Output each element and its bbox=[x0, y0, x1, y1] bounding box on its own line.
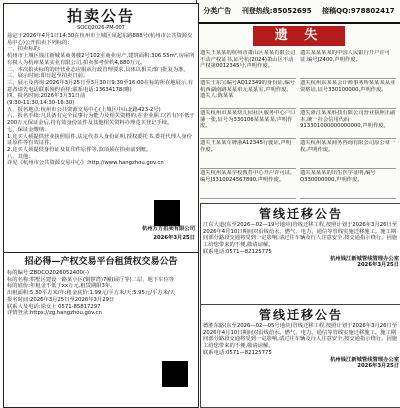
rental-body bbox=[7, 277, 195, 317]
auction-paragraph: 五、报名地点:杭州市公共资源交易中心(上城区中山北路423-2号) bbox=[7, 106, 161, 113]
lost-item: 遗失杭州某某学校教育中心开户许可证,编号J3310024567890,声明作废。 bbox=[200, 170, 296, 199]
auction-notice bbox=[3, 3, 199, 255]
left-column bbox=[0, 0, 197, 406]
pipeline-date-1: 2026年3月25日 bbox=[357, 262, 399, 269]
auction-paragraph: 详见《杭州市公共资源交易中心》:http://www.hangzhou.gov.cn bbox=[7, 160, 164, 167]
auction-paragraph: 三、展示时间:即日起至拍卖日前。 bbox=[7, 73, 89, 80]
auction-paragraph: 兹定于2026年4月1日14:30在杭州市上城区凤起东路888号(杭州市公共资源交易中心)公开拍卖下列标的: bbox=[7, 33, 193, 46]
auction-date: 2026年3月25日 bbox=[153, 235, 195, 241]
lost-item: 遗失王某某的杭州市萧山区某某有限公司不动产权证书,证号杭(2024)萧山区不动产权第0012345号,声明作废。 bbox=[200, 50, 296, 79]
rental-paragraph: 详情登录:https://zg.hangzhou.gov.cn bbox=[7, 310, 102, 317]
auction-paragraph: (9:30-11:30,14:30-16:30) bbox=[7, 100, 75, 107]
pipeline-body-1: 江东大道(东至2026—02—19号地块)管线迁移工程,按照计划于2026年3月26日至2026年4月10日期间对沿线给水、燃气、电力、通信等管线实施迁移施工。施工期间部分路段交通将受到一定影响,请过往车辆及行人注意安全,按交通指示绕行。因施工给您带来的不便,敬请谅解。 bbox=[203, 222, 398, 249]
auction-paragraph: 四、报名时间:2026年3月31日前 bbox=[7, 93, 86, 100]
auction-paragraph: 2.竞买人须提供身份证及复印件原件等,款项须在拍卖前到账。 bbox=[7, 146, 152, 153]
lost-item: 遗失某某某的出生医学证明,编号Q330000000,声明作废。 bbox=[300, 170, 396, 199]
qq-label: 接稿QQ: bbox=[322, 7, 351, 15]
rental-paragraph: 联系人及电话:徐女士 0571-85817297 bbox=[7, 303, 101, 310]
rental-code: 标的编号:ZBDCQ2026052400(-) bbox=[7, 270, 89, 276]
lost-item: 遗失杭州市某某幼儿园社区服务中心户口簿一张,证号为330106某某某某,声明作废。 bbox=[200, 110, 296, 139]
rental-notice bbox=[3, 252, 199, 408]
lost-items bbox=[200, 50, 398, 200]
auction-title: 拍卖公告 bbox=[66, 7, 135, 25]
lost-item: 遗失某某某某的中国人民银行开户许可证,编号J2400,声明作废。 bbox=[300, 50, 396, 79]
auction-paragraph: 三、展示及咨询:2026年3月25日至3月30日9:30至16:00在标的所在地展示,有意者请先电话联系预约看样;联系电话:13634178(略) bbox=[7, 79, 194, 93]
auction-paragraph: 杭州市上城区钱江新城某商务楼2号102室商业房产,建筑面积:306.55m²,房屋所有权人为杭州某某实业有限公司,拍卖参考价约4,880万元。 bbox=[7, 53, 195, 66]
hotline-number: 85052695 bbox=[272, 7, 312, 15]
pipeline-title-1: 管线迁移公告 bbox=[258, 207, 343, 221]
auction-paragraph: 二、本次拍卖标的的经营业态应服从行政管理要求,具体以相关部门批复为准。 bbox=[7, 66, 189, 73]
pipeline-date-2: 2026年3月25日 bbox=[357, 363, 399, 370]
qq-number: 978802417 bbox=[350, 7, 395, 15]
auction-paragraph: 一、拍卖标的: bbox=[7, 46, 41, 53]
auction-company: 杭州万方拍卖有限公司 bbox=[142, 226, 195, 232]
rental-title: 招必得—产权交易平台租赁权交易公告 bbox=[24, 257, 178, 267]
auction-paragraph: 1.竞买人须提供营业执照原件,法定代表人身份证明,授权委托书,委托代理人身份证原件等有效证件。 bbox=[7, 133, 192, 147]
pipeline-title-2: 管线迁移公告 bbox=[258, 308, 343, 322]
rental-paragraph: 报名时间:2026年3月25日至2026年3月29日 bbox=[7, 296, 115, 303]
pipeline-contact-1: 联系电话:0571—82125775 bbox=[203, 248, 272, 255]
pipeline-notice-1 bbox=[200, 203, 400, 307]
auction-body bbox=[7, 33, 195, 167]
pipeline-signer-2: 杭州钱江新城管线管理办公室 bbox=[330, 356, 399, 363]
classified-header bbox=[198, 0, 400, 24]
lost-item: 遗失杭州东某某会计师事务所某某某从业资格证,证号330100000,声明作废。 bbox=[300, 80, 396, 109]
lost-banner: 遗 失 bbox=[253, 26, 345, 46]
lost-item: 遗失杭州某某商务咨询有限公司原公章一枚,声明作废。 bbox=[300, 140, 396, 169]
rental-paragraph: 标的名称:拱墅区建设一路某小区(铜锣湾)7幢(展厅等)二层、地下车位等 bbox=[7, 276, 175, 283]
qr-code-icon bbox=[162, 361, 188, 387]
category-label: 分类广告 bbox=[203, 7, 232, 15]
pipeline-contact-2: 联系电话:0571—82125775 bbox=[203, 349, 272, 356]
lost-item: 遗失王东宝编号AQ12349的身份证,编号杭西湖南路某某单元某某室,声明作废。遗失人:陈某某 bbox=[200, 80, 296, 109]
rental-paragraph: 出租面积:5.30平方米/年;租金底价:1.99元/平方米/天;5.95元/平方米/天 bbox=[7, 290, 175, 297]
qr-code-icon bbox=[154, 200, 180, 226]
auction-paragraph: 七、保证金缴纳: bbox=[7, 126, 46, 133]
pipeline-signer-1: 杭州钱江新城管线管理办公室 bbox=[330, 255, 399, 262]
auction-code: SOCQ2026-PM-007 bbox=[77, 25, 125, 31]
pipeline-notice-2 bbox=[200, 304, 400, 408]
lost-item: 遗失王某某车牌浙A12345行驶证,声明作废。 bbox=[200, 140, 296, 169]
auction-paragraph: 八、其他: bbox=[7, 153, 30, 160]
pipeline-body-2: 德胜东路(东至2026—02—05号地块)管线迁移工程,按照计划于2026年3月26日至2026年4月10日期间对沿线给水、燃气、电力、通信等管线实施迁移施工。施工期间部分路段交通将受到一定影响,请过往车辆及行人注意安全,按交通指示绕行。因施工给您带来的不便,敬请谅解。 bbox=[203, 323, 398, 350]
hotline-label: 刊登热线: bbox=[241, 7, 273, 15]
rental-paragraph: 标的底价:年租金不低于xx万元,租赁期限3年。 bbox=[7, 283, 116, 290]
auction-paragraph: 六、报名手续:凡具备有完全民事行为能力及相关资格的,在企业职工(若有)不低于200万元保证金后,持有效身份证件及其他相关资料办理竞买登记手续。 bbox=[7, 113, 195, 127]
lost-item: 遗失浙江某某科技有限公司营业执照正副本,统一社会信用代码913301000000000000,声明作废。 bbox=[300, 110, 396, 139]
